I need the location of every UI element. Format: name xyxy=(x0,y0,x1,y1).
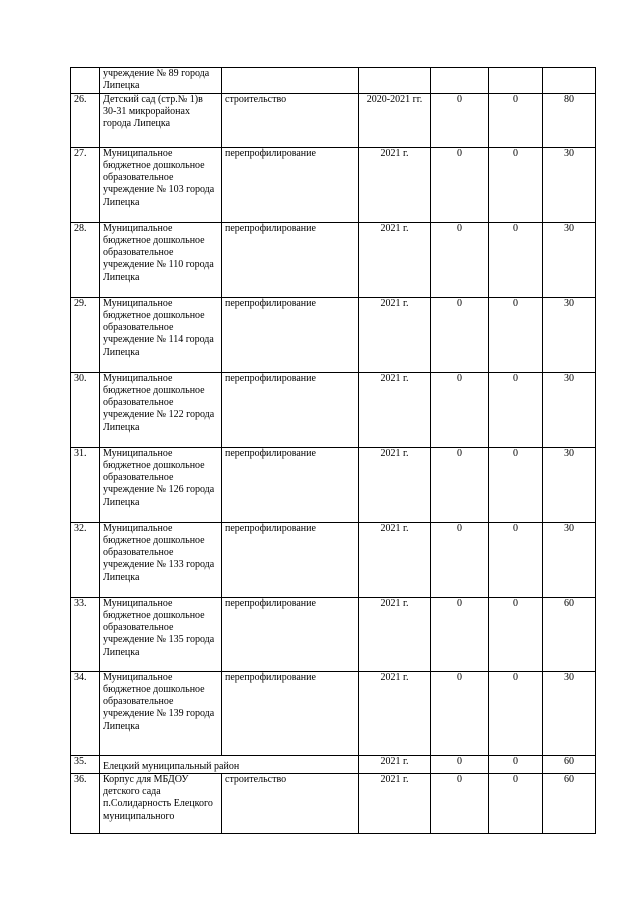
value-2: 0 xyxy=(489,297,543,372)
value-1: 0 xyxy=(431,222,489,297)
table-row xyxy=(71,372,596,447)
value-3: 30 xyxy=(543,147,596,222)
table-row xyxy=(71,755,596,773)
table-row xyxy=(71,93,596,147)
facility-name: учреждение № 89 города Липецка xyxy=(100,68,222,94)
facility-name: Муниципальное бюджетное дошкольное образовательное учреждение № 114 города Липецка xyxy=(100,297,222,372)
work-type: перепрофилирование xyxy=(222,447,359,522)
period: 2021 г. xyxy=(359,447,431,522)
value-2: 0 xyxy=(489,755,543,773)
table-row xyxy=(71,522,596,597)
table-row xyxy=(71,597,596,671)
work-type: строительство xyxy=(222,773,359,833)
period xyxy=(359,68,431,94)
period: 2021 г. xyxy=(359,372,431,447)
value-2: 0 xyxy=(489,372,543,447)
value-1: 0 xyxy=(431,297,489,372)
row-number: 33. xyxy=(71,597,100,671)
table-row xyxy=(71,447,596,522)
row-number: 35. xyxy=(71,755,100,773)
row-number: 27. xyxy=(71,147,100,222)
period: 2021 г. xyxy=(359,671,431,755)
table-row xyxy=(71,671,596,755)
value-1 xyxy=(431,68,489,94)
value-2: 0 xyxy=(489,773,543,833)
row-number: 30. xyxy=(71,372,100,447)
row-number: 28. xyxy=(71,222,100,297)
period: 2021 г. xyxy=(359,297,431,372)
value-2: 0 xyxy=(489,447,543,522)
value-2: 0 xyxy=(489,222,543,297)
value-3: 60 xyxy=(543,755,596,773)
value-2 xyxy=(489,68,543,94)
value-3 xyxy=(543,68,596,94)
value-1: 0 xyxy=(431,773,489,833)
facilities-table xyxy=(70,67,596,834)
row-number xyxy=(71,68,100,94)
work-type: перепрофилирование xyxy=(222,597,359,671)
work-type: перепрофилирование xyxy=(222,522,359,597)
table-row xyxy=(71,222,596,297)
value-2: 0 xyxy=(489,597,543,671)
value-2: 0 xyxy=(489,93,543,147)
facility-name: Муниципальное бюджетное дошкольное образовательное учреждение № 133 города Липецка xyxy=(100,522,222,597)
value-1: 0 xyxy=(431,447,489,522)
value-3: 80 xyxy=(543,93,596,147)
row-number: 26. xyxy=(71,93,100,147)
period: 2021 г. xyxy=(359,597,431,671)
facility-name: Детский сад (стр.№ 1)в 30-31 микрорайонах города Липецка xyxy=(100,93,222,147)
row-number: 34. xyxy=(71,671,100,755)
region-name: Елецкий муниципальный район xyxy=(103,760,240,772)
value-2: 0 xyxy=(489,671,543,755)
period: 2021 г. xyxy=(359,522,431,597)
region-cell xyxy=(100,755,359,773)
facility-name: Муниципальное бюджетное дошкольное образовательное учреждение № 103 города Липецка xyxy=(100,147,222,222)
table-row xyxy=(71,147,596,222)
value-3: 30 xyxy=(543,671,596,755)
period: 2021 г. xyxy=(359,755,431,773)
row-number: 36. xyxy=(71,773,100,833)
work-type: строительство xyxy=(222,93,359,147)
work-type: перепрофилирование xyxy=(222,222,359,297)
period: 2021 г. xyxy=(359,773,431,833)
row-number: 32. xyxy=(71,522,100,597)
value-1: 0 xyxy=(431,597,489,671)
work-type: перепрофилирование xyxy=(222,297,359,372)
table-row xyxy=(71,68,596,94)
table-row xyxy=(71,297,596,372)
table-row xyxy=(71,773,596,833)
value-3: 30 xyxy=(543,222,596,297)
facility-name: Муниципальное бюджетное дошкольное образовательное учреждение № 135 города Липецка xyxy=(100,597,222,671)
value-1: 0 xyxy=(431,147,489,222)
value-3: 30 xyxy=(543,522,596,597)
period: 2021 г. xyxy=(359,222,431,297)
facility-name: Корпус для МБДОУ детского сада п.Солидарность Елецкого муниципального xyxy=(100,773,222,833)
value-3: 30 xyxy=(543,297,596,372)
value-3: 60 xyxy=(543,597,596,671)
period: 2021 г. xyxy=(359,147,431,222)
work-type: перепрофилирование xyxy=(222,671,359,755)
row-number: 31. xyxy=(71,447,100,522)
facility-name: Муниципальное бюджетное дошкольное образовательное учреждение № 110 города Липецка xyxy=(100,222,222,297)
work-type xyxy=(222,68,359,94)
row-number: 29. xyxy=(71,297,100,372)
value-1: 0 xyxy=(431,93,489,147)
value-3: 30 xyxy=(543,372,596,447)
value-2: 0 xyxy=(489,147,543,222)
value-1: 0 xyxy=(431,755,489,773)
facility-name: Муниципальное бюджетное дошкольное образовательное учреждение № 126 города Липецка xyxy=(100,447,222,522)
value-3: 60 xyxy=(543,773,596,833)
facility-name: Муниципальное бюджетное дошкольное образовательное учреждение № 139 города Липецка xyxy=(100,671,222,755)
value-1: 0 xyxy=(431,372,489,447)
value-2: 0 xyxy=(489,522,543,597)
value-1: 0 xyxy=(431,671,489,755)
facility-name: Муниципальное бюджетное дошкольное образовательное учреждение № 122 города Липецка xyxy=(100,372,222,447)
period: 2020-2021 гг. xyxy=(359,93,431,147)
value-1: 0 xyxy=(431,522,489,597)
work-type: перепрофилирование xyxy=(222,147,359,222)
value-3: 30 xyxy=(543,447,596,522)
work-type: перепрофилирование xyxy=(222,372,359,447)
